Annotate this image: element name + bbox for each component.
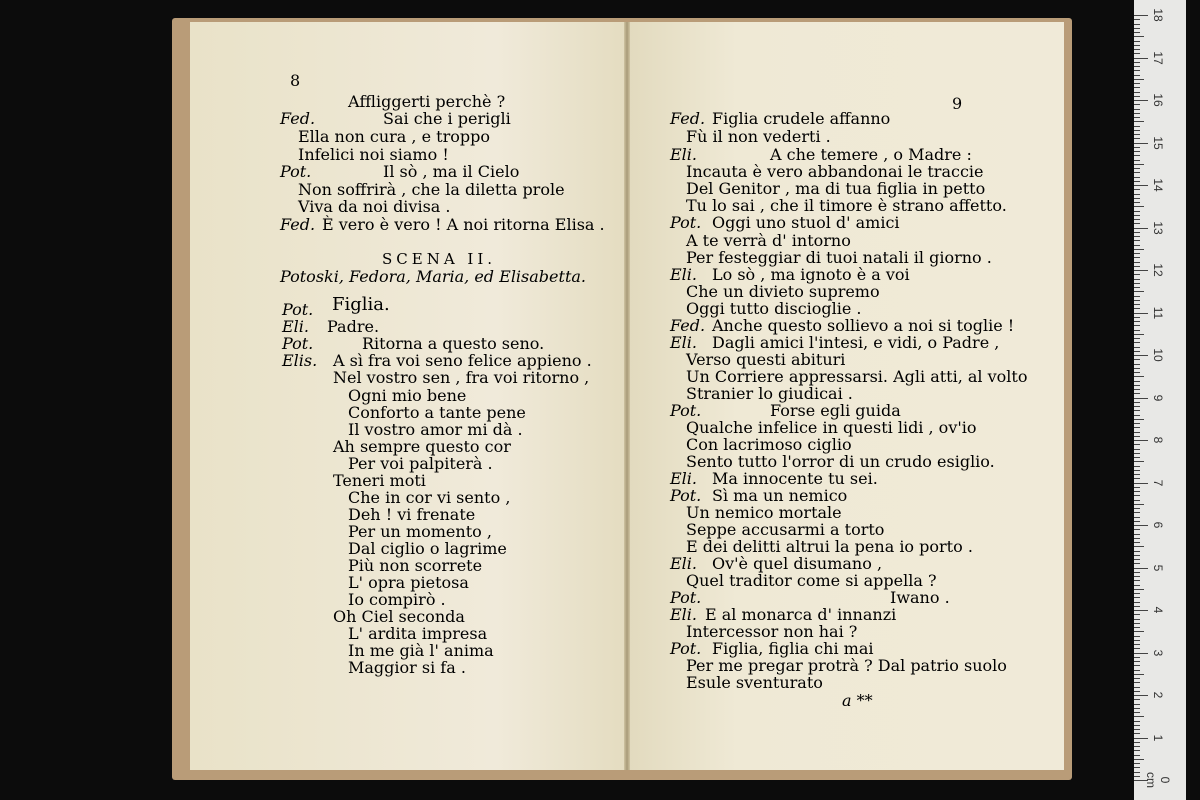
ruler-tick [1134, 466, 1140, 467]
ruler-tick [1134, 483, 1148, 484]
ruler-number: 8 [1151, 436, 1165, 444]
ruler-tick [1134, 164, 1144, 165]
ruler-tick [1134, 296, 1140, 297]
ruler-tick [1134, 147, 1140, 148]
text-line: Maggior si fa . [348, 658, 466, 677]
character-list: Potoski, Fedora, Maria, ed Elisabetta. [280, 267, 586, 286]
ruler-tick [1134, 317, 1140, 318]
ruler-tick [1134, 704, 1140, 705]
ruler-tick [1134, 189, 1140, 190]
ruler-tick [1134, 529, 1140, 530]
ruler-tick [1134, 215, 1140, 216]
text-line: Ritorna a questo seno. [362, 334, 545, 353]
ruler-tick [1134, 623, 1140, 624]
page-number-left: 8 [290, 71, 301, 90]
speaker: Pot. [282, 300, 314, 319]
ruler-number: 9 [1151, 394, 1165, 401]
ruler-number: 4 [1151, 606, 1165, 614]
ruler-tick [1134, 619, 1140, 620]
ruler-tick [1134, 444, 1140, 445]
ruler-tick [1134, 406, 1140, 407]
ruler-tick [1134, 610, 1148, 611]
text-line: Lo sò , ma ignoto è a voi [712, 265, 910, 284]
ruler-tick [1134, 53, 1140, 54]
ruler-tick [1134, 368, 1140, 369]
ruler-number: 1 [1151, 734, 1165, 741]
speaker: Pot. [670, 639, 702, 658]
ruler-tick [1134, 130, 1140, 131]
ruler-tick [1134, 351, 1140, 352]
ruler-tick [1134, 640, 1140, 641]
ruler-tick [1134, 636, 1140, 637]
ruler-number: 7 [1151, 479, 1165, 486]
text-line: Ella non cura , e troppo [298, 127, 490, 146]
ruler-tick [1134, 287, 1140, 288]
ruler-tick [1134, 359, 1140, 360]
ruler-tick [1134, 104, 1140, 105]
ruler-tick [1134, 436, 1140, 437]
ruler-tick [1134, 755, 1140, 756]
speaker: Eli. [670, 605, 697, 624]
text-line: E dei delitti altrui la pena io porto . [686, 537, 973, 556]
ruler-tick [1134, 325, 1140, 326]
text-line: Verso questi abituri [686, 350, 846, 369]
ruler-tick [1134, 92, 1140, 93]
text-line: Incauta è vero abbandonai le traccie [686, 162, 984, 181]
ruler-tick [1134, 381, 1140, 382]
ruler-tick [1134, 291, 1144, 292]
ruler-tick [1134, 606, 1140, 607]
ruler-tick [1134, 440, 1148, 441]
speaker: Eli. [670, 554, 697, 573]
text-line: Nel vostro sen , fra voi ritorno , [333, 368, 590, 387]
ruler-tick [1134, 585, 1140, 586]
text-line: Infelici noi siamo ! [298, 145, 449, 164]
text-line: Il vostro amor mi dà . [348, 420, 523, 439]
ruler-number: 10 [1151, 348, 1165, 362]
ruler-tick [1134, 568, 1148, 569]
ruler-number: 16 [1151, 93, 1165, 107]
ruler-tick [1134, 538, 1140, 539]
signature-mark: a ** [842, 691, 873, 710]
speaker: Pot. [670, 588, 702, 607]
ruler-tick [1134, 695, 1148, 696]
text-line: L' opra pietosa [348, 573, 469, 592]
ruler-tick [1134, 308, 1140, 309]
ruler-tick [1134, 665, 1140, 666]
text-line: Esule sventurato [686, 673, 823, 692]
ruler-tick [1134, 457, 1140, 458]
ruler-tick [1134, 593, 1140, 594]
ruler-tick [1134, 219, 1140, 220]
ruler-tick [1134, 470, 1140, 471]
speaker: Pot. [280, 162, 312, 181]
ruler-tick [1134, 24, 1140, 25]
text-line: Qualche infelice in questi lidi , ov'io [686, 418, 977, 437]
ruler-number: 15 [1151, 135, 1165, 150]
ruler-unit-label: 0 cm [1144, 772, 1172, 788]
text-line: Un nemico mortale [686, 503, 842, 522]
ruler-tick [1134, 126, 1140, 127]
ruler-tick [1134, 614, 1140, 615]
ruler-tick [1134, 419, 1144, 420]
ruler-number: 6 [1151, 521, 1165, 529]
text-line: Un Corriere appressarsi. Agli atti, al volto [686, 367, 1028, 386]
ruler-tick [1134, 45, 1140, 46]
ruler-tick [1134, 491, 1140, 492]
ruler-tick [1134, 410, 1140, 411]
book-gutter [624, 22, 630, 770]
ruler-tick [1134, 62, 1140, 63]
ruler-tick [1134, 385, 1140, 386]
ruler-tick [1134, 716, 1144, 717]
ruler-tick [1134, 202, 1140, 203]
text-line: Forse egli guida [770, 401, 901, 420]
ruler-tick [1134, 87, 1140, 88]
ruler-tick [1134, 682, 1140, 683]
ruler-tick [1134, 393, 1140, 394]
speaker: Fed. [280, 215, 316, 234]
ruler-tick [1134, 427, 1140, 428]
ruler-tick [1134, 461, 1144, 462]
text-line: Figlia. [332, 294, 390, 315]
ruler-tick [1134, 453, 1140, 454]
text-line: In me già l' anima [348, 641, 494, 660]
ruler-tick [1134, 236, 1140, 237]
text-line: Sai che i perigli [383, 109, 511, 128]
ruler-tick [1134, 589, 1144, 590]
ruler-tick [1134, 338, 1140, 339]
ruler-tick [1134, 576, 1140, 577]
ruler-tick [1134, 347, 1140, 348]
ruler-tick [1134, 168, 1140, 169]
ruler-tick [1134, 432, 1140, 433]
ruler-tick [1134, 134, 1140, 135]
ruler-tick [1134, 631, 1144, 632]
ruler-tick [1134, 670, 1140, 671]
text-line: Oggi uno stuol d' amici [712, 213, 900, 232]
ruler-tick [1134, 517, 1140, 518]
text-line: Ah sempre questo cor [333, 437, 511, 456]
ruler-tick [1134, 657, 1140, 658]
speaker: Fed. [670, 316, 706, 335]
ruler-tick [1134, 100, 1148, 101]
ruler-tick [1134, 449, 1140, 450]
ruler-tick [1134, 648, 1140, 649]
ruler-tick [1134, 113, 1140, 114]
ruler-number: 12 [1151, 263, 1165, 277]
ruler-tick [1134, 36, 1144, 37]
text-line: Affliggerti perchè ? [348, 92, 506, 111]
text-line: Per festeggiar di tuoi natali il giorno . [686, 248, 992, 267]
ruler-tick [1134, 138, 1140, 139]
text-line: Figlia crudele affanno [712, 109, 891, 128]
ruler-tick [1134, 759, 1144, 760]
ruler-tick [1134, 415, 1140, 416]
ruler-tick [1134, 185, 1148, 186]
text-line: Che un divieto supremo [686, 282, 880, 301]
ruler-tick [1134, 70, 1140, 71]
text-line: Figlia, figlia chi mai [712, 639, 874, 658]
ruler-tick [1134, 725, 1140, 726]
ruler-tick [1134, 602, 1140, 603]
ruler-tick [1134, 330, 1140, 331]
ruler-tick [1134, 687, 1140, 688]
text-line: Dal ciglio o lagrime [348, 539, 507, 558]
text-line: Oggi tutto discioglie . [686, 299, 862, 318]
text-line: Seppe accusarmi a torto [686, 520, 885, 539]
ruler-tick [1134, 500, 1140, 501]
ruler-tick [1134, 699, 1140, 700]
ruler-tick [1134, 767, 1140, 768]
ruler-tick [1134, 559, 1140, 560]
ruler-tick [1134, 495, 1140, 496]
ruler-tick [1134, 321, 1140, 322]
text-line: Fù il non vederti . [686, 127, 831, 146]
ruler-tick [1134, 19, 1140, 20]
ruler-tick [1134, 32, 1140, 33]
page-number-right: 9 [952, 94, 963, 113]
ruler-tick [1134, 151, 1140, 152]
ruler-tick [1134, 181, 1140, 182]
ruler-tick [1134, 402, 1140, 403]
ruler-tick [1134, 512, 1140, 513]
ruler-tick [1134, 194, 1140, 195]
ruler-tick [1134, 75, 1140, 76]
ruler-tick [1134, 79, 1144, 80]
ruler-number: 11 [1151, 306, 1165, 319]
ruler-tick [1134, 738, 1148, 739]
text-line: E al monarca d' innanzi [705, 605, 897, 624]
ruler-tick [1134, 653, 1148, 654]
text-line: Deh ! vi frenate [348, 505, 476, 524]
ruler-tick [1134, 249, 1144, 250]
ruler-tick [1134, 270, 1148, 271]
text-line: Padre. [327, 317, 380, 336]
text-line: È vero è vero ! A noi ritorna Elisa . [322, 215, 605, 234]
ruler-tick [1134, 674, 1144, 675]
ruler-number: 18 [1151, 8, 1165, 22]
text-line: Quel traditor come si appella ? [686, 571, 937, 590]
ruler-number: 3 [1151, 649, 1165, 656]
speaker: Eli. [670, 469, 697, 488]
ruler-tick [1134, 521, 1140, 522]
ruler-tick [1134, 253, 1140, 254]
ruler-tick [1134, 228, 1148, 229]
ruler-tick [1134, 742, 1140, 743]
ruler-tick [1134, 372, 1140, 373]
text-line: Ogni mio bene [348, 386, 467, 405]
text-line: Che in cor vi sento , [348, 488, 511, 507]
text-line: Ov'è quel disumano , [712, 554, 883, 573]
text-line: Io compirò . [348, 590, 446, 609]
ruler-tick [1134, 240, 1140, 241]
speaker: Eli. [670, 265, 697, 284]
ruler-tick [1134, 206, 1144, 207]
ruler-tick [1134, 580, 1140, 581]
ruler-tick [1134, 504, 1144, 505]
ruler-tick [1134, 117, 1140, 118]
ruler-tick [1134, 691, 1140, 692]
ruler-tick [1134, 525, 1148, 526]
speaker: Fed. [670, 109, 706, 128]
ruler-tick [1134, 563, 1140, 564]
ruler-tick [1134, 223, 1140, 224]
text-line: Per me pregar protrà ? Dal patrio suolo [686, 656, 1007, 675]
ruler-tick [1134, 546, 1144, 547]
ruler-tick [1134, 155, 1140, 156]
ruler-tick [1134, 266, 1140, 267]
ruler-tick [1134, 283, 1140, 284]
speaker: Eli. [670, 145, 697, 164]
ruler-tick [1134, 555, 1140, 556]
ruler-tick [1134, 772, 1140, 773]
ruler-tick [1134, 733, 1140, 734]
text-line: Più non scorrete [348, 556, 483, 575]
text-line: Il sò , ma il Cielo [383, 162, 520, 181]
ruler-tick [1134, 274, 1140, 275]
ruler-tick [1134, 300, 1140, 301]
text-line: Per voi palpiterà . [348, 454, 493, 473]
ruler-tick [1134, 750, 1140, 751]
ruler-tick [1134, 96, 1140, 97]
text-line: Conforto a tante pene [348, 403, 526, 422]
ruler-tick [1134, 355, 1148, 356]
text-line: A che temere , o Madre : [770, 145, 972, 164]
ruler-tick [1134, 172, 1140, 173]
text-line: Viva da noi divisa . [298, 197, 451, 216]
ruler-tick [1134, 304, 1140, 305]
ruler-tick [1134, 389, 1140, 390]
ruler-tick [1134, 542, 1140, 543]
speaker: Elis. [282, 351, 318, 370]
text-line: Stranier lo giudicai . [686, 384, 853, 403]
text-line: Non soffrirà , che la diletta prole [298, 180, 565, 199]
ruler-tick [1134, 83, 1140, 84]
ruler-tick [1134, 376, 1144, 377]
ruler-tick [1134, 763, 1140, 764]
ruler-tick [1134, 232, 1140, 233]
text-line: A sì fra voi seno felice appieno . [333, 351, 592, 370]
ruler-tick [1134, 245, 1140, 246]
ruler-tick [1134, 534, 1140, 535]
ruler-tick [1134, 776, 1140, 777]
speaker: Eli. [282, 317, 309, 336]
ruler-tick [1134, 49, 1140, 50]
ruler-tick [1134, 15, 1148, 16]
ruler-tick [1134, 551, 1140, 552]
text-line: Ma innocente tu sei. [712, 469, 878, 488]
ruler-tick [1134, 487, 1140, 488]
ruler-number: 13 [1151, 220, 1165, 235]
ruler-tick [1134, 177, 1140, 178]
ruler-tick [1134, 508, 1140, 509]
text-line: Intercessor non hai ? [686, 622, 858, 641]
text-line: L' ardita impresa [348, 624, 488, 643]
ruler-tick [1134, 198, 1140, 199]
ruler-number: 17 [1151, 50, 1165, 65]
speaker: Pot. [670, 486, 702, 505]
ruler-tick [1134, 66, 1140, 67]
ruler-tick [1134, 729, 1140, 730]
ruler-tick [1134, 279, 1140, 280]
ruler-tick [1134, 211, 1140, 212]
ruler-tick [1134, 572, 1140, 573]
ruler-tick [1134, 58, 1148, 59]
text-line: Oh Ciel seconda [333, 607, 465, 626]
ruler-tick [1134, 364, 1140, 365]
ruler-tick [1134, 313, 1148, 314]
text-line: Dagli amici l'intesi, e vidi, o Padre , [712, 333, 1000, 352]
text-line: Del Genitor , ma di tua figlia in petto [686, 179, 986, 198]
ruler-tick [1134, 143, 1148, 144]
text-line: Teneri moti [333, 471, 426, 490]
ruler-tick [1134, 597, 1140, 598]
ruler-tick [1134, 478, 1140, 479]
ruler-tick [1134, 160, 1140, 161]
text-line: Anche questo sollievo a noi si toglie ! [712, 316, 1015, 335]
ruler-tick [1134, 644, 1140, 645]
text-line: Sento tutto l'orror di un crudo esiglio. [686, 452, 995, 471]
speaker: Pot. [670, 401, 702, 420]
ruler-tick [1134, 398, 1148, 399]
ruler-tick [1134, 627, 1140, 628]
ruler-tick [1134, 109, 1140, 110]
ruler-tick [1134, 342, 1140, 343]
ruler-tick [1134, 474, 1140, 475]
text-line: A te verrà d' intorno [686, 231, 851, 250]
speaker: Pot. [282, 334, 314, 353]
text-line: Con lacrimoso ciglio [686, 435, 852, 454]
ruler-tick [1134, 423, 1140, 424]
measuring-ruler [1134, 0, 1186, 800]
ruler-tick [1134, 121, 1144, 122]
ruler-tick [1134, 262, 1140, 263]
ruler-number: 2 [1151, 691, 1165, 699]
text-line: Iwano . [890, 588, 950, 607]
ruler-tick [1134, 257, 1140, 258]
ruler-tick [1134, 334, 1144, 335]
ruler-tick [1134, 746, 1140, 747]
text-line: Tu lo sai , che il timore è strano affetto. [686, 196, 1007, 215]
speaker: Eli. [670, 333, 697, 352]
ruler-tick [1134, 721, 1140, 722]
ruler-number: 5 [1151, 564, 1165, 571]
ruler-tick [1134, 712, 1140, 713]
speaker: Fed. [280, 109, 316, 128]
ruler-tick [1134, 678, 1140, 679]
text-line: Per un momento , [348, 522, 492, 541]
scene-heading: SCENA II. [382, 250, 497, 268]
text-line: Sì ma un nemico [712, 486, 848, 505]
ruler-number: 14 [1151, 178, 1165, 192]
ruler-tick [1134, 708, 1140, 709]
ruler-tick [1134, 661, 1140, 662]
ruler-tick [1134, 28, 1140, 29]
speaker: Pot. [670, 213, 702, 232]
ruler-tick [1134, 41, 1140, 42]
